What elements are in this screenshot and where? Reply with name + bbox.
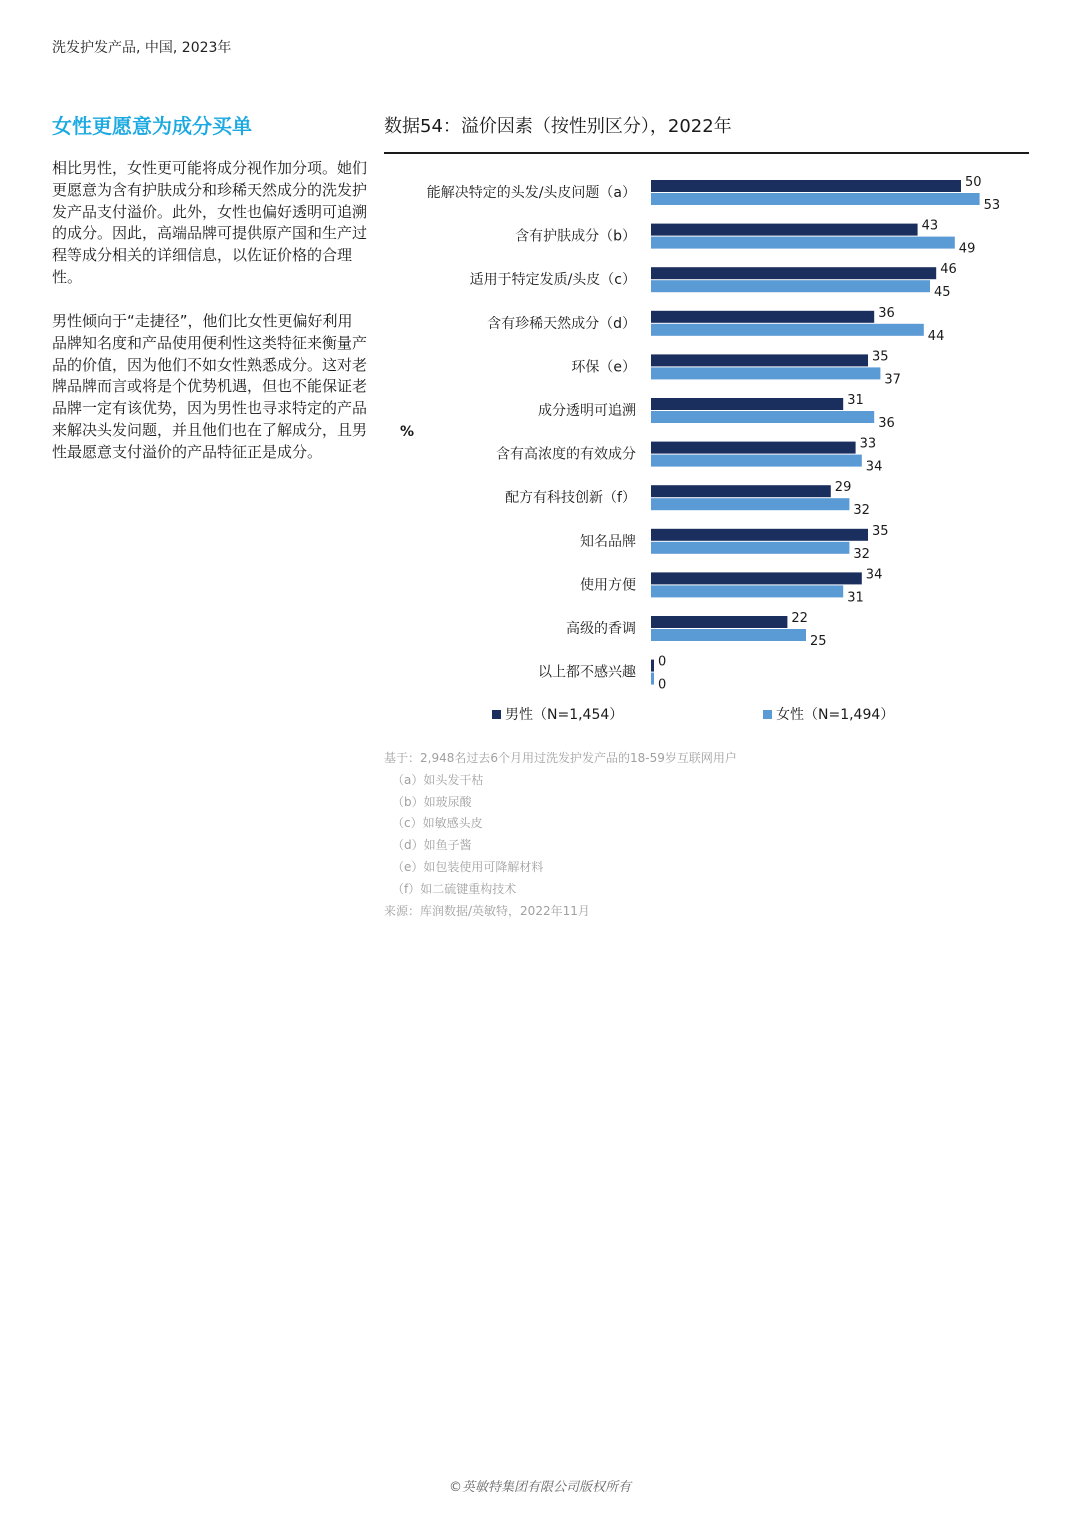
value-label-male: 46 xyxy=(940,262,957,278)
chart-title: 数据54：溢价因素（按性别区分），2022年 xyxy=(384,116,732,137)
chart-title-rule xyxy=(384,152,1029,154)
value-label-male: 0 xyxy=(658,654,667,670)
bar-male xyxy=(651,442,856,454)
body-paragraph-1: 相比男性，女性更可能将成分视作加分项。她们更愿意为含有护肤成分和珍稀天然成分的洗发护发产品支付溢价。此外，女性也偏好透明可追溯的成分。因此，高端品牌可提供原产国和生产过程等成分相关的详细信息，以佐证价格的合理性。 xyxy=(52,159,368,286)
bar-male xyxy=(651,572,862,584)
bar-female xyxy=(651,193,980,205)
value-label-male: 35 xyxy=(872,523,889,539)
chart-notes xyxy=(384,748,737,922)
bar-male xyxy=(651,311,874,323)
category-label: 能解决特定的头发/头皮问题（a） xyxy=(426,185,636,201)
note-a: （a）如头发干枯 xyxy=(392,772,484,787)
note-f: （f）如二硫键重构技术 xyxy=(392,881,517,896)
value-label-female: 53 xyxy=(983,198,1001,213)
value-label-female: 25 xyxy=(810,634,827,649)
value-label-female: 32 xyxy=(853,503,870,519)
bar-male xyxy=(651,529,868,541)
category-label: 含有珍稀天然成分（d） xyxy=(487,315,636,332)
note-b: （b）如玻尿酸 xyxy=(392,794,472,809)
legend-female-swatch xyxy=(763,710,772,719)
bar-female xyxy=(651,280,930,292)
value-label-male: 34 xyxy=(865,567,883,583)
section-title: 女性更愿意为成分买单 xyxy=(52,114,252,138)
bar-male xyxy=(651,660,654,672)
bar-male xyxy=(651,398,843,410)
bar-female xyxy=(651,411,874,423)
page-header: 洗发护发产品, 中国, 2023年 xyxy=(52,40,232,56)
category-label: 含有护肤成分（b） xyxy=(515,228,636,245)
value-label-female: 44 xyxy=(927,328,945,344)
value-label-female: 34 xyxy=(865,459,883,475)
value-label-male: 29 xyxy=(834,480,852,496)
bar-male xyxy=(651,616,787,628)
category-label: 使用方便 xyxy=(580,577,636,594)
category-label: 含有高浓度的有效成分 xyxy=(496,446,636,463)
unit-label: % xyxy=(400,424,415,440)
note-base: 基于：2,948名过去6个月用过洗发护发产品的18-59岁互联网用户 xyxy=(384,751,737,765)
body-paragraph-2: 男性倾向于“走捷径”，他们比女性更偏好利用品牌知名度和产品使用便利性这类特征来衡量产品的价值，因为他们不如女性熟悉成分。这对老牌品牌而言或将是个优势机遇，但也不能保证老品牌一定有该优势，因为男性也寻求特定的产品来解决头发问题，并且他们也在了解成分，且男性最愿意支付溢价的产品特征正是成分。 xyxy=(52,312,368,461)
bar-male xyxy=(651,267,936,279)
bar-female xyxy=(651,673,654,685)
value-label-female: 0 xyxy=(658,677,667,693)
value-label-male: 43 xyxy=(921,218,939,234)
bar-female xyxy=(651,629,806,641)
category-label: 高级的香调 xyxy=(566,621,636,637)
legend-male-swatch xyxy=(492,710,501,719)
bar-female xyxy=(651,367,880,379)
copyright-footer: ©英敏特集团有限公司版权所有 xyxy=(448,1480,631,1495)
value-label-male: 36 xyxy=(878,305,895,321)
value-label-male: 31 xyxy=(847,393,864,408)
bar-female xyxy=(651,237,955,249)
legend-female-label: 女性（N=1,494） xyxy=(776,707,895,723)
category-label: 配方有科技创新（f） xyxy=(505,490,636,507)
bar-female xyxy=(651,324,924,336)
bar-female xyxy=(651,498,849,510)
bar-female xyxy=(651,455,862,467)
bar-male xyxy=(651,180,961,192)
category-label: 成分透明可追溯 xyxy=(538,403,636,419)
note-d: （d）如鱼子酱 xyxy=(392,838,472,853)
value-label-female: 36 xyxy=(878,416,895,431)
value-label-male: 22 xyxy=(791,611,808,626)
bar-female xyxy=(651,542,849,554)
bar-male xyxy=(651,224,918,236)
bar-chart xyxy=(384,160,1029,695)
note-source: 来源：库润数据/英敏特，2022年11月 xyxy=(384,903,590,918)
bar-male xyxy=(651,354,868,366)
value-label-female: 32 xyxy=(853,546,870,562)
category-label: 以上都不感兴趣 xyxy=(538,664,636,681)
category-label: 环保（e） xyxy=(571,359,636,376)
legend-female xyxy=(763,704,894,724)
value-label-female: 37 xyxy=(884,372,901,388)
value-label-male: 33 xyxy=(859,436,877,452)
legend-male-label: 男性（N=1,454） xyxy=(505,707,624,723)
value-label-male: 50 xyxy=(965,175,982,190)
value-label-female: 49 xyxy=(958,241,976,257)
note-e: （e）如包装使用可降解材料 xyxy=(392,859,544,874)
bar-female xyxy=(651,585,843,597)
legend-male xyxy=(492,704,623,724)
note-c: （c）如敏感头皮 xyxy=(392,816,483,831)
bar-male xyxy=(651,485,831,497)
value-label-female: 45 xyxy=(934,285,951,301)
value-label-female: 31 xyxy=(847,590,864,606)
category-label: 知名品牌 xyxy=(580,533,636,550)
value-label-male: 35 xyxy=(872,349,889,365)
category-label: 适用于特定发质/头皮（c） xyxy=(469,272,636,289)
